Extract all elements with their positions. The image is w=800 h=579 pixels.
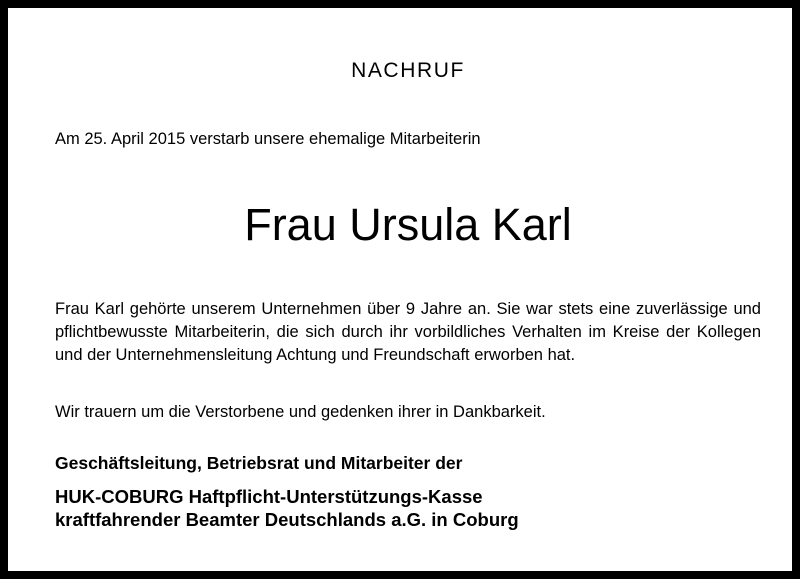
signature-line-1: Geschäftsleitung, Betriebsrat und Mitarbeiter der <box>55 453 463 473</box>
signature-line-2: HUK-COBURG Haftpflicht-Unterstützungs-Kasse <box>55 486 483 507</box>
deceased-name: Frau Ursula Karl <box>244 199 572 250</box>
mourning-line: Wir trauern um die Verstorbene und gedenken ihrer in Dankbarkeit. <box>55 403 546 421</box>
body-paragraph: Frau Karl gehörte unserem Unternehmen über 9 Jahre an. Sie war stets eine zuverlässige und pflichtbewusste Mitarbeiterin, die sich durch ihr vorbildliches Verhalten im Kreise der Kollegen und der Unternehmensleitung Achtung und Freundschaft erworben hat. <box>55 300 761 364</box>
signature-line-3: kraftfahrender Beamter Deutschlands a.G. in Coburg <box>55 509 519 530</box>
notice-heading: NACHRUF <box>351 59 465 82</box>
intro-line: Am 25. April 2015 verstarb unsere ehemalige Mitarbeiterin <box>55 130 481 148</box>
